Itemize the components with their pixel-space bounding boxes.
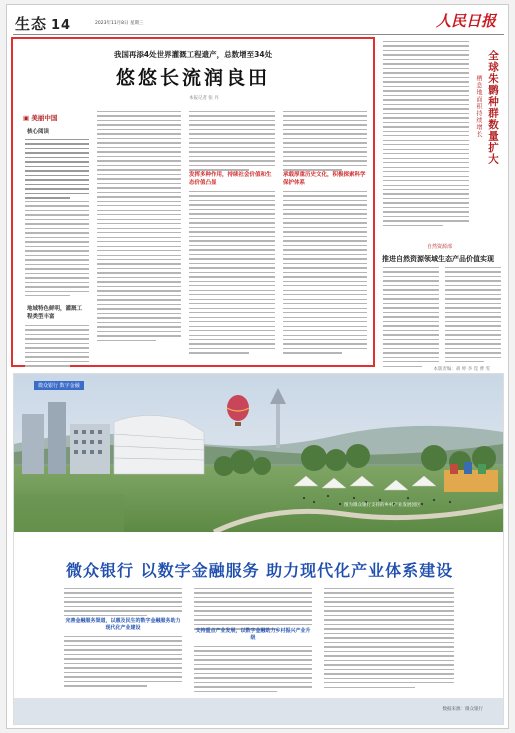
right-text-upper xyxy=(383,41,469,229)
text-column-1a xyxy=(25,139,89,202)
right-text-lower-2 xyxy=(445,267,501,366)
advert-subhead-1: 完善金融服务渠道，以惠及民生的数字金融服务助力现代化产业建设 xyxy=(65,618,181,631)
article-headline: 悠悠长流润良田 xyxy=(115,67,270,89)
newspaper-page xyxy=(6,4,509,729)
text-column-2 xyxy=(97,111,181,344)
right-vertical-subtitle: 栖息地面积持续增长 xyxy=(475,75,482,138)
text-column-1b xyxy=(25,201,89,300)
advert-text-col-2 xyxy=(194,588,312,633)
header-rule xyxy=(13,34,504,35)
sidebar-subhead: 地域特色鲜明，灌溉工 程类型丰富 xyxy=(27,306,83,320)
editor-credits: 本版责编：胡 婷 李 滢 曹 雯 xyxy=(433,367,490,372)
right-article-headline: 推进自然资源领域生态产品价值实现 xyxy=(382,255,494,263)
advert-headline: 微众银行 以数字金融服务 助力现代化产业体系建设 xyxy=(66,561,454,580)
text-column-1c xyxy=(25,325,89,370)
subhead-1: 发挥多种作用，持续社会价值和生态价值凸显 xyxy=(189,172,272,186)
advertorial[interactable] xyxy=(13,373,504,725)
park-illustration xyxy=(14,374,503,532)
advert-tag: 微众银行 数字金融 xyxy=(34,381,84,390)
advert-text-col-1b xyxy=(64,636,182,690)
photo-caption: 图为微众银行支持的乡村产业发展园区 xyxy=(344,503,421,508)
subhead-2: 承载厚重历史文化，积极探索科学保护体系 xyxy=(283,172,366,186)
sidebar-tag: ▣ 美丽中国 xyxy=(23,114,58,122)
advert-footer-text: 数据来源：微众银行 xyxy=(442,707,483,712)
issue-date: 2023年11月8日 星期三 xyxy=(95,21,144,26)
right-text-lower-1 xyxy=(383,267,439,370)
advert-text-col-3 xyxy=(324,588,454,691)
text-column-4b xyxy=(283,191,367,357)
right-vertical-headline: 全球朱鹮种群数量扩大 xyxy=(487,50,499,165)
sidebar-subtitle: 核心阅读 xyxy=(27,129,50,135)
lead-article[interactable] xyxy=(11,37,375,367)
newspaper-logo: 人民日报 xyxy=(435,12,496,30)
text-column-4 xyxy=(283,111,367,174)
advert-text-col-1 xyxy=(64,588,182,619)
advert-text-col-2b xyxy=(194,646,312,695)
text-column-3b xyxy=(189,191,275,357)
text-column-3 xyxy=(189,111,275,174)
article-kicker: 我国再添4处世界灌溉工程遗产，总数增至34处 xyxy=(113,50,273,59)
advert-footer-band xyxy=(14,698,503,724)
advert-subhead-2: 支持重点产业发展，以数字金融助力乡村振兴产业升级 xyxy=(195,628,311,641)
advert-photo xyxy=(14,374,503,532)
section-name: 生态 14 xyxy=(15,15,72,33)
masthead xyxy=(7,5,509,35)
article-byline: 本报记者 张 丹 xyxy=(189,96,219,101)
right-article-kicker: 自然资源部 xyxy=(427,244,453,250)
page-number: 14 xyxy=(51,18,72,33)
